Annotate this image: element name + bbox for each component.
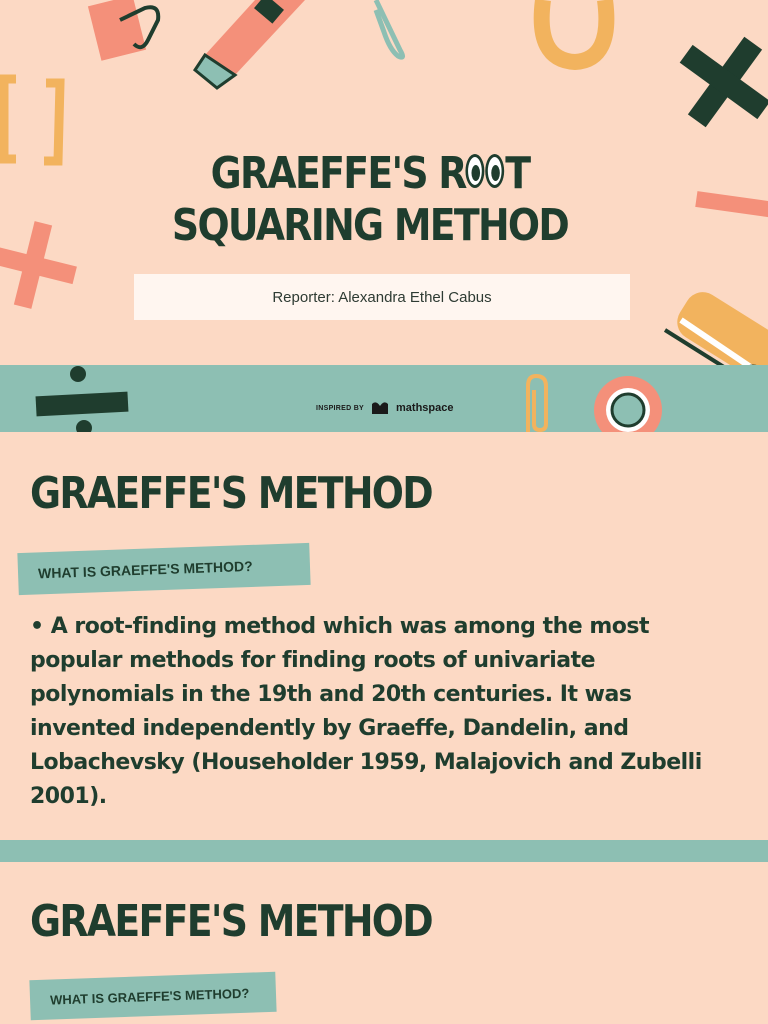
question-tag-2 <box>29 972 276 1021</box>
inspired-by <box>316 402 454 414</box>
googly-eyes-icon <box>466 154 506 190</box>
paperclip-icon <box>370 0 414 60</box>
title-line2: SQUARING METHOD <box>171 200 569 251</box>
minus-icon <box>696 190 768 220</box>
title-line1-start: GRAEFFE'S R <box>210 148 466 199</box>
reporter-box <box>134 274 630 320</box>
section-heading: GRAEFFE'S METHOD <box>30 468 432 519</box>
reporter-label: Reporter: Alexandra Ethel Cabus <box>272 288 492 306</box>
inspired-by-label: INSPIRED BY <box>316 404 365 412</box>
divide-icon <box>34 366 130 432</box>
title <box>52 148 688 252</box>
title-slide <box>0 0 768 432</box>
section-heading-2: GRAEFFE'S METHOD <box>30 896 432 947</box>
pencil-icon <box>195 0 310 90</box>
question-tag-label: WHAT IS GRAEFFE'S METHOD? <box>37 557 253 582</box>
divider-band <box>0 840 768 862</box>
magnet-icon <box>535 0 615 70</box>
title-line1-end: T <box>505 148 530 199</box>
binder-clip-icon <box>90 0 170 64</box>
method-slide-2 <box>0 862 768 1024</box>
question-tag-label-2: WHAT IS GRAEFFE'S METHOD? <box>49 985 250 1008</box>
times-icon <box>684 34 768 130</box>
ring-icon <box>590 372 666 432</box>
description-paragraph: • A root-finding method which was among the most popular methods for finding roots of univariate polynomials in the 19th and 20th centuries. It was invented independently by Graeffe, Dandelin, and Lobachevsky (Householder 1959, Malajovich and Zubelli 2001). <box>30 614 702 809</box>
brand-name: mathspace <box>396 402 454 414</box>
question-tag <box>17 543 310 595</box>
paperclip-icon <box>520 374 552 432</box>
method-slide <box>0 432 768 840</box>
mathspace-logo-icon <box>372 402 388 414</box>
